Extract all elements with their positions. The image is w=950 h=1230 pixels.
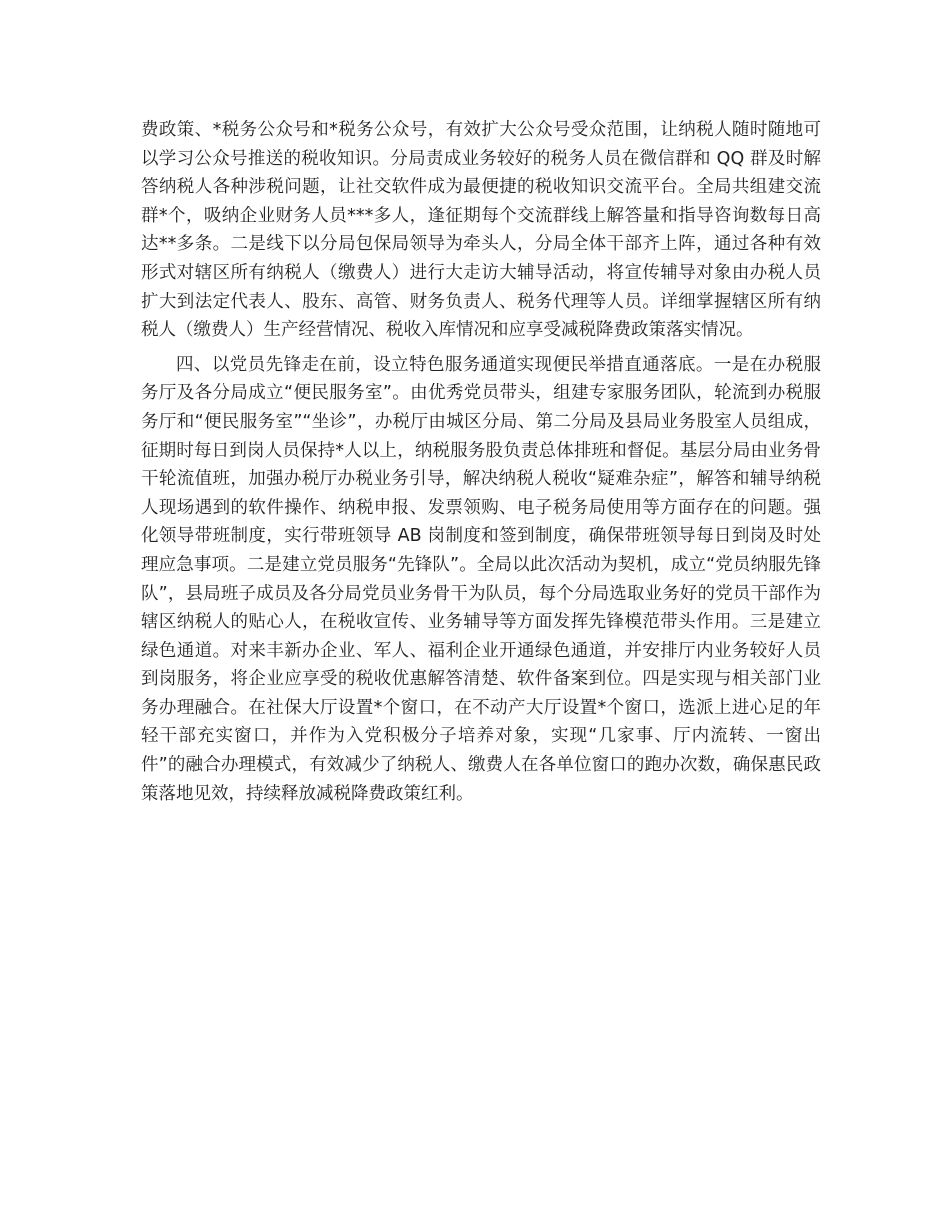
paragraph-section-four: 四、以党员先锋走在前，设立特色服务通道实现便民举措直通落底。一是在办税服务厅及各分局成立“便民服务室”。由优秀党员带头，组建专家服务团队，轮流到办税服务厅和“便民服务室”“坐诊”，办税厅由城区分局、第二分局及县局业务股室人员组成，征期时每日到岗人员保持*人以上，纳税服务股负责总体排班和督促。基层分局由业务骨干轮流值班，加强办税厅办税业务引导，解决纳税人税收“疑难杂症”，解答和辅导纳税人现场遇到的软件操作、纳税申报、发票领购、电子税务局使用等方面存在的问题。强化领导带班制度，实行带班领导 AB 岗制度和签到制度，确保带班领导每日到岗及时处理应急事项。二是建立党员服务“先锋队”。全局以此次活动为契机，成立“党员纳服先锋队”，县局班子成员及各分局党员业务骨干为队员，每个分局选取业务好的党员干部作为辖区纳税人的贴心人，在税收宣传、业务辅导等方面发挥先锋模范带头作用。三是建立绿色通道。对来丰新办企业、军人、福利企业开通绿色通道，并安排厅内业务较好人员到岗服务，将企业应享受的税收优惠解答清楚、软件备案到位。四是实现与相关部门业务办理融合。在社保大厅设置*个窗口，在不动产大厅设置*个窗口，选派上进心足的年轻干部充实窗口，并作为入党积极分子培养对象，实现“几家事、厅内流转、一窗出件”的融合办理模式，有效减少了纳税人、缴费人在各单位窗口的跑办次数，确保惠民政策落地见效，持续释放减税降费政策红利。: [141, 354, 821, 804]
document-body: [141, 116, 821, 808]
paragraph-continuation: 费政策、*税务公众号和*税务公众号，有效扩大公众号受众范围，让纳税人随时随地可以学习公众号推送的税收知识。分局责成业务较好的税务人员在微信群和 QQ 群及时解答纳税人各种涉税问题，让社交软件成为最便捷的税收知识交流平台。全局共组建交流群*个，吸纳企业财务人员***多人，逢征期每个交流群线上解答量和指导咨询数每日高达**多条。二是线下以分局包保局领导为牵头人，分局全体干部齐上阵，通过各种有效形式对辖区所有纳税人（缴费人）进行大走访大辅导活动，将宣传辅导对象由办税人员扩大到法定代表人、股东、高管、财务负责人、税务代理等人员。详细掌握辖区所有纳税人（缴费人）生产经营情况、税收入库情况和应享受减税降费政策落实情况。: [141, 120, 821, 341]
